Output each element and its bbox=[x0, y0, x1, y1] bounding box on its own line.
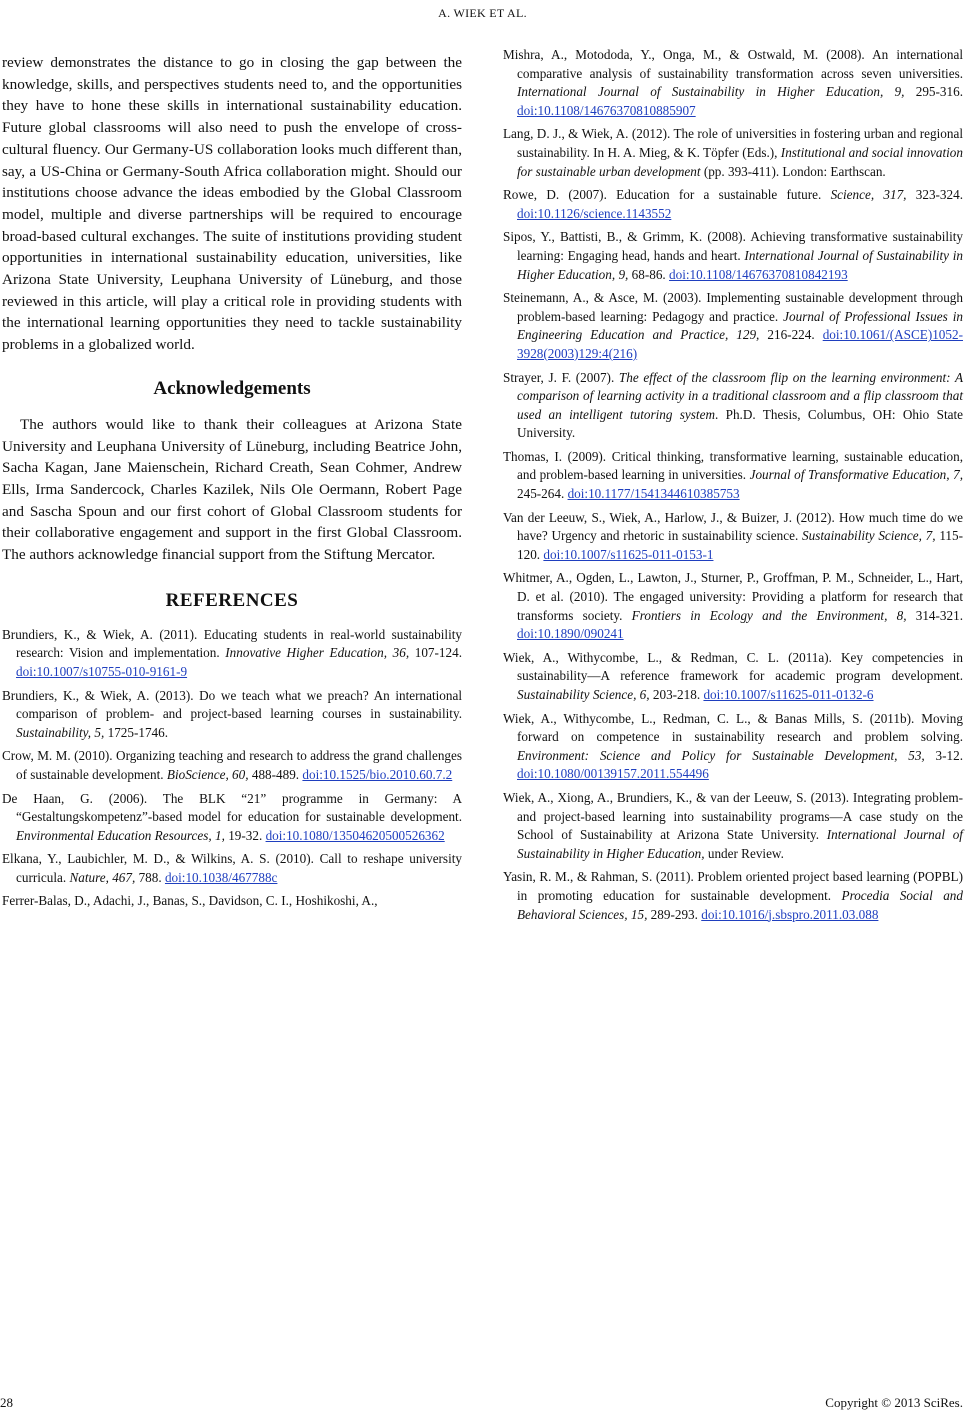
reference-pages: 1725-1746. bbox=[104, 724, 169, 740]
page-number: 28 bbox=[0, 1395, 13, 1410]
doi-link[interactable]: doi:10.1007/s11625-011-0132-6 bbox=[703, 687, 874, 702]
reference-text: De Haan, G. (2006). The BLK “21” programme in Germany: A “Gestaltungskompetenz”-based model for education for sustainable development. bbox=[2, 790, 462, 825]
reference-text: Steinemann, A., & Asce, M. (2003). Implementing sustainable development through problem-based learning: Pedagogy and practice. bbox=[503, 290, 963, 324]
reference-item bbox=[503, 789, 963, 863]
reference-source: BioScience, 60, bbox=[166, 766, 249, 782]
reference-pages: (pp. 393-411). London: Earthscan. bbox=[700, 163, 886, 179]
reference-pages: 245-264. bbox=[517, 486, 568, 502]
reference-text: Strayer, J. F. (2007). bbox=[503, 369, 619, 385]
reference-item bbox=[503, 569, 963, 643]
reference-item bbox=[2, 626, 462, 682]
references-list-right bbox=[503, 46, 963, 924]
right-column bbox=[503, 46, 963, 929]
doi-link[interactable]: doi:10.1016/j.sbspro.2011.03.088 bbox=[701, 906, 879, 922]
reference-item bbox=[503, 448, 963, 504]
reference-pages: 289-293. bbox=[647, 906, 702, 922]
reference-source: International Journal of Sustainability in Higher Education, 9, bbox=[517, 84, 905, 100]
copyright-notice: Copyright © 2013 SciRes. bbox=[825, 1395, 963, 1410]
reference-text: Rowe, D. (2007). Education for a sustainable future. bbox=[503, 187, 831, 203]
reference-text: Yasin, R. M., & Rahman, S. (2011). Problem oriented project based learning (POPBL) in promoting education for sustainable development. bbox=[503, 869, 963, 903]
reference-item bbox=[503, 369, 963, 443]
reference-source: Innovative Higher Education, 36, bbox=[225, 645, 410, 661]
reference-pages: 314-321. bbox=[906, 607, 963, 623]
reference-pages: 107-124. bbox=[409, 645, 462, 661]
reference-pages: 68-86. bbox=[628, 266, 670, 282]
reference-source: Nature, 467, bbox=[69, 869, 136, 885]
reference-text: Brundiers, K., & Wiek, A. (2013). Do we teach what we preach? An international comparison of problem- and project-based learning courses in sustainability. bbox=[2, 687, 462, 722]
reference-text: Wiek, A., Withycombe, L., Redman, C. L., & Banas Mills, S. (2011b). Moving forward on competence in sustainability research and problem solving. bbox=[503, 710, 963, 745]
reference-text: Sipos, Y., Battisti, B., & Grimm, K. (2008). Achieving transformative sustainability learning: Engaging head, hands and heart. bbox=[503, 229, 963, 263]
reference-text: Wiek, A., Withycombe, L., & Redman, C. L. (2011a). Key competencies in sustainability—A reference framework for academic program development. bbox=[503, 649, 963, 684]
doi-link[interactable]: doi:10.1007/s10755-010-9161-9 bbox=[16, 663, 188, 679]
reference-pages: 216-224. bbox=[759, 327, 823, 343]
doi-link[interactable]: doi:10.1061/(ASCE)1052-3928(2003)129:4(216) bbox=[517, 327, 963, 361]
acknowledgements-heading: Acknowledgements bbox=[153, 377, 311, 399]
reference-source: Journal of Transformative Education, 7, bbox=[749, 467, 963, 483]
reference-item bbox=[503, 228, 963, 284]
reference-source: Frontiers in Ecology and the Environment, 8, bbox=[631, 607, 907, 623]
reference-text: Van der Leeuw, S., Wiek, A., Harlow, J., & Buizer, J. (2012). How much time do we have? Urgency and rhetoric in sustainability science. bbox=[503, 509, 963, 544]
reference-text: Ferrer-Balas, D., Adachi, J., Banas, S., Davidson, C. I., Hoshikoshi, A., bbox=[2, 893, 378, 909]
reference-item bbox=[503, 710, 963, 784]
running-header: A. WIEK ET AL. bbox=[438, 6, 527, 20]
reference-pages: 19-32. bbox=[224, 827, 266, 843]
reference-item bbox=[503, 509, 963, 565]
doi-link[interactable]: doi:10.1525/bio.2010.60.7.2 bbox=[302, 766, 453, 782]
reference-item bbox=[2, 790, 462, 846]
reference-source: Environmental Education Resources, 1, bbox=[16, 827, 225, 843]
references-list-left bbox=[2, 626, 462, 911]
doi-link[interactable]: doi:10.1126/science.1143552 bbox=[517, 205, 672, 221]
acknowledgements-text: The authors would like to thank their colleagues at Arizona State University and Leuphana University of Lüneburg, including Beatrice John, Sacha Kagan, Jane Maienschein, Richard Creath, Sean Cohmer, Andrew Ells, Irma Sandercock, Charles Kazilek, Nils Ole Oermann, Robert Page and Sascha Spoun and our first cohort of Global Classroom students for their collaborative engagement and support in the first Global Classroom. The authors acknowledge financial support from the Stiftung Mercator. bbox=[2, 415, 462, 564]
reference-text: Brundiers, K., & Wiek, A. (2011). Educating students in real-world sustainability research: Vision and implementation. bbox=[2, 626, 462, 661]
reference-item bbox=[503, 46, 963, 120]
reference-source: Sustainability Science, 7, bbox=[802, 528, 936, 544]
reference-source: The effect of the classroom flip on the learning environment: A comparison of learning activity in a traditional classroom and a flip classroom that used an intelligent tutoring system bbox=[517, 369, 964, 422]
doi-link[interactable]: doi:10.1038/467788c bbox=[164, 869, 278, 885]
reference-item bbox=[503, 125, 963, 181]
reference-pages: 488-489. bbox=[248, 766, 303, 782]
reference-text: Wiek, A., Xiong, A., Brundiers, K., & van der Leeuw, S. (2013). Integrating problem- and project-based learning into sustainability programs—A case study on the School of Sustainability at Arizona State University. bbox=[503, 789, 963, 843]
reference-source: Institutional and social innovation for sustainable urban development bbox=[517, 144, 963, 179]
doi-link[interactable]: doi:10.1080/13504620500526362 bbox=[265, 827, 445, 843]
reference-pages: 203-218. bbox=[649, 687, 704, 702]
reference-pages: . Ph.D. Thesis, Columbus, OH: Ohio State University. bbox=[517, 406, 963, 441]
reference-pages: under Review. bbox=[704, 845, 784, 861]
doi-link[interactable]: doi:10.1080/00139157.2011.554496 bbox=[517, 766, 709, 782]
reference-item bbox=[2, 850, 462, 887]
doi-link[interactable]: doi:10.1108/14676370810885907 bbox=[517, 102, 696, 118]
reference-pages: 295-316. bbox=[904, 84, 963, 100]
reference-source: Environment: Science and Policy for Sustainable Development, 53, bbox=[517, 747, 925, 763]
reference-source: Journal of Professional Issues in Engineering Education and Practice, 129, bbox=[517, 308, 963, 343]
reference-source: Science, 317, bbox=[830, 187, 907, 203]
reference-text: Whitmer, A., Ogden, L., Lawton, J., Sturner, P., Groffman, P. M., Schneider, L., Hart, D. et al. (2010). The engaged university: Providing a platform for research that transforms society. bbox=[503, 570, 963, 623]
references-heading: REFERENCES bbox=[165, 589, 299, 611]
reference-item bbox=[2, 687, 462, 743]
reference-text: Elkana, Y., Laubichler, M. D., & Wilkins, A. S. (2010). Call to reshape university curricula. bbox=[2, 851, 462, 885]
doi-link[interactable]: doi:10.1890/090241 bbox=[517, 626, 624, 642]
doi-link[interactable]: doi:10.1007/s11625-011-0153-1 bbox=[543, 546, 714, 562]
reference-item bbox=[503, 289, 963, 363]
reference-source: Sustainability Science, 6, bbox=[517, 687, 650, 702]
reference-text: Crow, M. M. (2010). Organizing teaching and research to address the grand challenges of sustainable development. bbox=[2, 748, 462, 782]
reference-text: Thomas, I. (2009). Critical thinking, transformative learning, sustainable education, and problem-based learning in universities. bbox=[503, 448, 963, 483]
reference-pages: 788. bbox=[135, 869, 165, 885]
reference-text: Lang, D. J., & Wiek, A. (2012). The role of universities in fostering urban and regional sustainability. In H. A. Mieg, & K. Töpfer (Eds.), bbox=[503, 126, 963, 160]
reference-pages: 115-120. bbox=[517, 528, 963, 562]
reference-source: Procedia Social and Behavioral Sciences, 15, bbox=[517, 887, 963, 922]
reference-pages: 323-324. bbox=[906, 187, 964, 203]
reference-item bbox=[503, 868, 963, 924]
doi-link[interactable]: doi:10.1108/14676370810842193 bbox=[669, 266, 848, 282]
reference-source: International Journal of Sustainability in Higher Education, bbox=[517, 827, 963, 861]
reference-source: International Journal of Sustainability in Higher Education, 9, bbox=[517, 247, 963, 282]
reference-item bbox=[2, 892, 462, 911]
left-column bbox=[2, 52, 462, 916]
reference-source: Sustainability, 5, bbox=[16, 724, 105, 740]
reference-item bbox=[2, 747, 462, 784]
reference-item bbox=[503, 649, 963, 705]
doi-link[interactable]: doi:10.1177/1541344610385753 bbox=[567, 486, 740, 502]
reference-pages: 3-12. bbox=[924, 747, 963, 763]
reference-item bbox=[503, 186, 963, 223]
reference-text: Mishra, A., Motododa, Y., Onga, M., & Ostwald, M. (2008). An international comparative analysis of sustainability transformation across seven universities. bbox=[503, 47, 963, 81]
body-paragraph: review demonstrates the distance to go in closing the gap between the knowledge, skills, and perspectives students need to, and the opportunities they have to hone these skills in international sustainability education. Future global classrooms will also need to push the envelope of cross-cultural fluency. Our Germany-US collaboration looks much different than, say, a US-China or Germany-South Africa collaboration might. Should our institutions choose advance the ideas embodied by the Global Classroom model, multiple and diverse partnerships will be required to encourage broad-based cultural exchanges. The suite of institutions providing student opportunities in international sustainability education, universities, like Arizona State University, Leuphana University of Lüneburg, and those reviewed in this article, will play a critical role in providing students with the international learning opportunities they need to tackle sustainability problems in a globalized world. bbox=[2, 54, 462, 354]
